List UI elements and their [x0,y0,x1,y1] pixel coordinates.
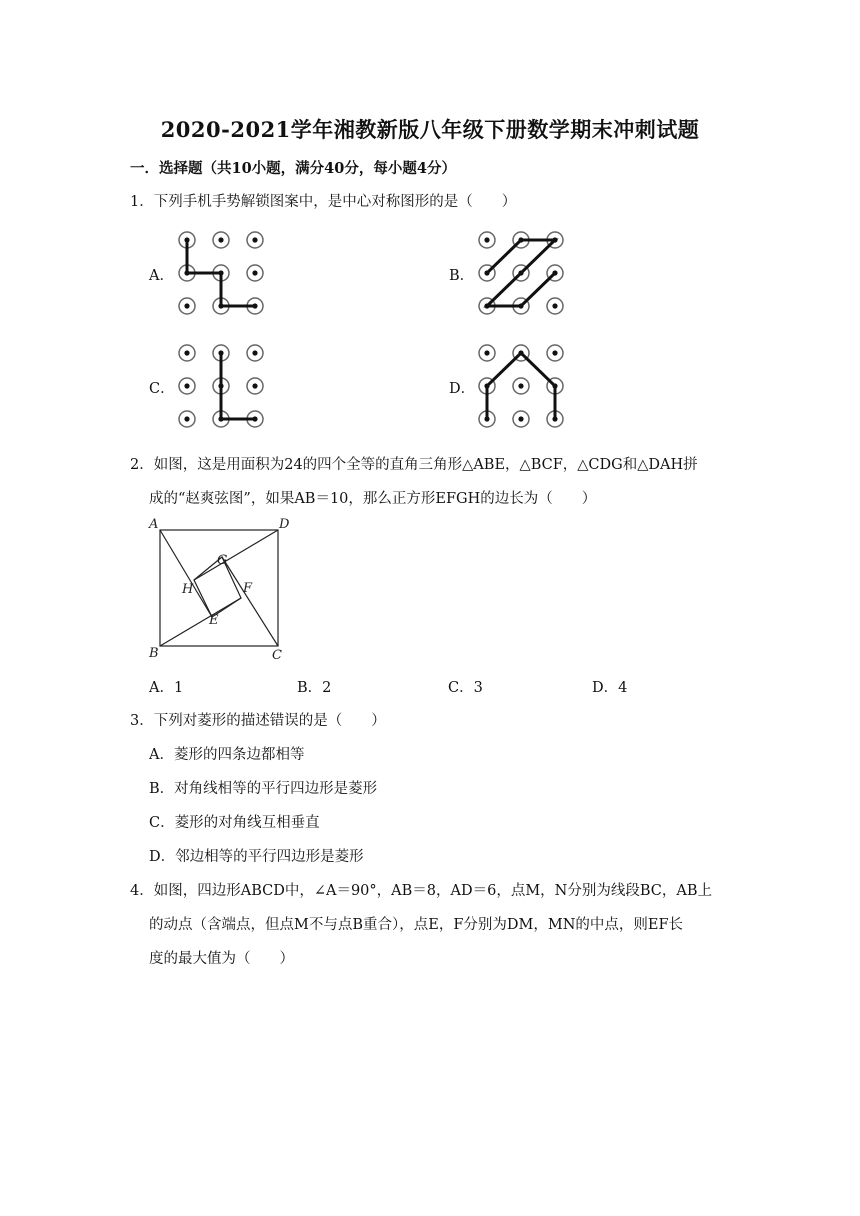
q2-option-c: C．3 [448,680,483,696]
q3-stem: 3．下列对菱形的描述错误的是（ ） [130,713,386,729]
q4-line-3: 度的最大值为（ ） [149,951,294,967]
q1-label-c: C． [149,381,175,397]
q3-option-b: B．对角线相等的平行四边形是菱形 [149,781,378,797]
q2-option-b: B．2 [297,680,332,696]
q4-line-2: 的动点（含端点，但点M不与点B重合），点E，F分别为DM，MN的中点，则EF长 [149,917,684,933]
q2-option-d: D．4 [592,680,628,696]
q2-point-g: G [217,553,228,568]
q1-pattern-d [470,339,570,435]
q1-label-d: D． [449,381,476,397]
q2-point-c: C [272,648,282,663]
q1-label-b: B． [449,268,475,284]
q2-point-e: E [209,613,219,628]
q3-option-c: C．菱形的对角线互相垂直 [149,815,320,831]
section-heading: 一．选择题（共10小题，满分40分，每小题4分） [130,160,456,177]
q2-option-a: A．1 [149,680,184,696]
q2-point-f: F [243,581,253,596]
q3-option-d: D．邻边相等的平行四边形是菱形 [149,849,364,865]
page-title: 2020-2021学年湘教新版八年级下册数学期末冲刺试题 [160,117,700,142]
q1-pattern-c [170,339,270,435]
q4-line-1: 4．如图，四边形ABCD中，∠A＝90°，AB＝8，AD＝6，点M，N分别为线段BC，AB上 [130,883,713,899]
q3-option-a: A．菱形的四条边都相等 [149,747,305,763]
q2-point-a: A [149,517,159,532]
q1-label-a: A． [149,268,174,284]
q2-figure-zhao-shuang [146,514,296,664]
q2-line-1: 2．如图，这是用面积为24的四个全等的直角三角形△ABE，△BCF，△CDG和△DAH拼 [130,457,698,473]
q2-line-2: 成的“赵爽弦图”，如果AB＝10，那么正方形EFGH的边长为（ ） [149,491,597,507]
q1-stem: 1．下列手机手势解锁图案中，是中心对称图形的是（ ） [130,194,517,210]
q2-point-d: D [279,517,290,532]
q2-point-h: H [182,582,194,597]
q1-pattern-a [170,226,270,322]
q1-pattern-b [470,226,570,322]
q2-point-b: B [149,646,159,661]
